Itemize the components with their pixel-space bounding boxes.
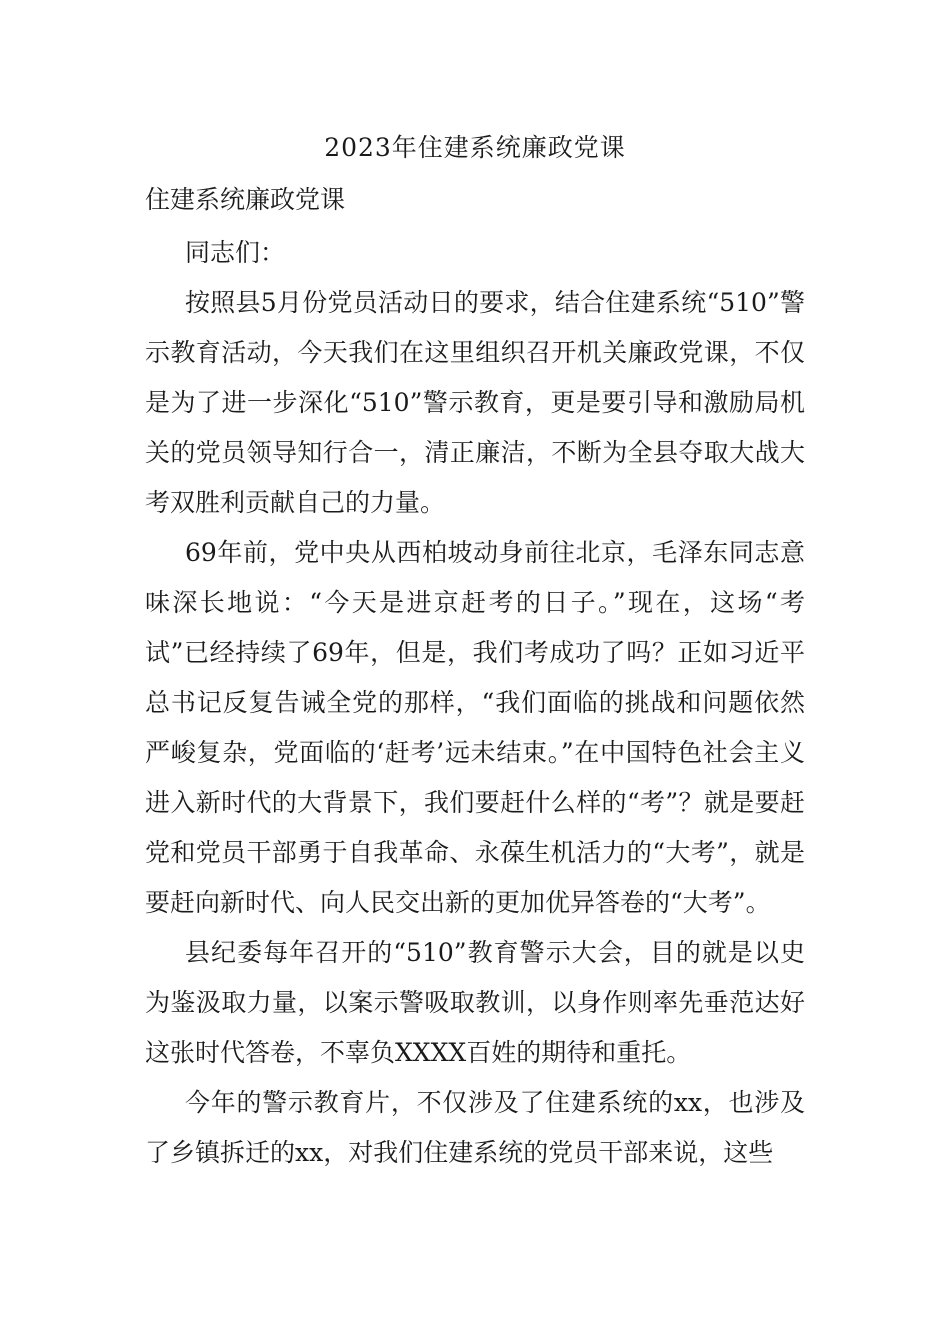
document-body: [145, 228, 805, 1178]
document-subtitle: 住建系统廉政党课: [145, 185, 346, 214]
paragraph-4: 今年的警示教育片，不仅涉及了住建系统的xx，也涉及了乡镇拆迁的xx，对我们住建系统的党员干部来说，这些: [145, 1088, 805, 1167]
paragraph-1: 按照县5月份党员活动日的要求，结合住建系统“510”警示教育活动，今天我们在这里组织召开机关廉政党课，不仅是为了进一步深化“510”警示教育，更是要引导和激励局机关的党员领导知行合一，清正廉洁，不断为全县夺取大战大考双胜利贡献自己的力量。: [145, 288, 805, 517]
paragraph-salutation: 同志们：: [185, 238, 286, 267]
paragraph-3: 县纪委每年召开的“510”教育警示大会，目的就是以史为鉴汲取力量，以案示警吸取教训，以身作则率先垂范达好这张时代答卷，不辜负XXXX百姓的期待和重托。: [145, 938, 805, 1067]
paragraph-2: 69年前，党中央从西柏坡动身前往北京，毛泽东同志意味深长地说：“今天是进京赶考的日子。”现在，这场“考试”已经持续了69年，但是，我们考成功了吗？正如习近平总书记反复告诫全党的那样，“我们面临的挑战和问题依然严峻复杂，党面临的‘赶考’远未结束。”在中国特色社会主义进入新时代的大背景下，我们要赶什么样的“考”？就是要赶党和党员干部勇于自我革命、永葆生机活力的“大考”，就是要赶向新时代、向人民交出新的更加优异答卷的“大考”。: [145, 538, 805, 917]
document-title: 2023年住建系统廉政党课: [324, 133, 626, 162]
